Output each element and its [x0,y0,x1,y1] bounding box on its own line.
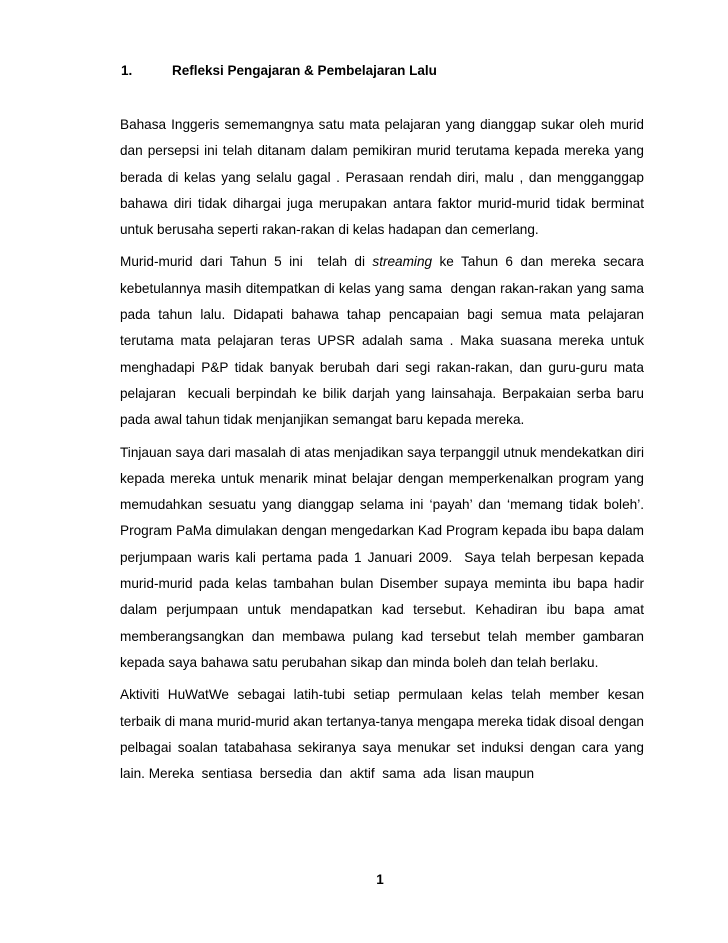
body-text [120,112,660,793]
section-title: Refleksi Pengajaran & Pembelajaran Lalu [172,63,437,78]
paragraph: Aktiviti HuWatWe sebagai latih-tubi setiap permulaan kelas telah member kesan terbaik di mana murid-murid akan tertanya-tanya mengapa mereka tidak disoal dengan pelbagai soalan tatabahasa sekiranya saya menukar set induksi dengan cara yang lain. Mereka sentiasa bersedia dan aktif sama ada lisan maupun [120,687,648,782]
paragraph: Bahasa Inggeris sememangnya satu mata pelajaran yang dianggap sukar oleh murid dan persepsi ini telah ditanam dalam pemikiran murid terutama kepada mereka yang berada di kelas yang selalu gagal . Perasaan rendah diri, malu , dan mengganggap bahawa diri tidak dihargai juga merupakan antara faktor murid-murid tidak berminat untuk berusaha seperti rakan-rakan di kelas hadapan dan cemerlang. [120,117,648,238]
paragraph: Tinjauan saya dari masalah di atas menjadikan saya terpanggil utnuk mendekatkan diri kepada mereka untuk menarik minat belajar dengan memperkenalkan program yang memudahkan sesuatu yang dianggap selama ini ‘payah’ dan ‘memang tidak boleh’. Program PaMa dimulakan dengan mengedarkan Kad Program kepada ibu bapa dalam perjumpaan waris kali pertama pada 1 Januari 2009. Saya telah berpesan kepada murid-murid pada kelas tambahan bulan Disember supaya meminta ibu bapa hadir dalam perjumpaan untuk mendapatkan kad tersebut. Kehadiran ibu bapa amat memberangsangkan dan membawa pulang kad tersebut telah member gambaran kepada saya bahawa satu perubahan sikap dan minda boleh dan telah berlaku. [120,444,660,670]
page-number: 1 [376,872,384,887]
section-heading [121,62,641,80]
paragraph: Murid-murid dari Tahun 5 ini telah di streaming ke Tahun 6 dan mereka secara kebetulannya masih ditempatkan di kelas yang sama dengan rakan-rakan yang sama pada tahun lalu. Didapati bahawa tahap pencapaian bagi semua mata pelajaran terutama mata pelajaran teras UPSR adalah sama . Maka suasana mereka untuk menghadapi P&P tidak banyak berubah dari segi rakan-rakan, dan guru-guru mata pelajaran kecuali berpindah ke bilik darjah yang lainsahaja. Berpakaian serba baru pada awal tahun tidak menjanjikan semangat baru kepada mereka. [120,254,648,428]
emphasized-term: streaming [372,254,433,270]
section-number: 1. [121,63,133,78]
